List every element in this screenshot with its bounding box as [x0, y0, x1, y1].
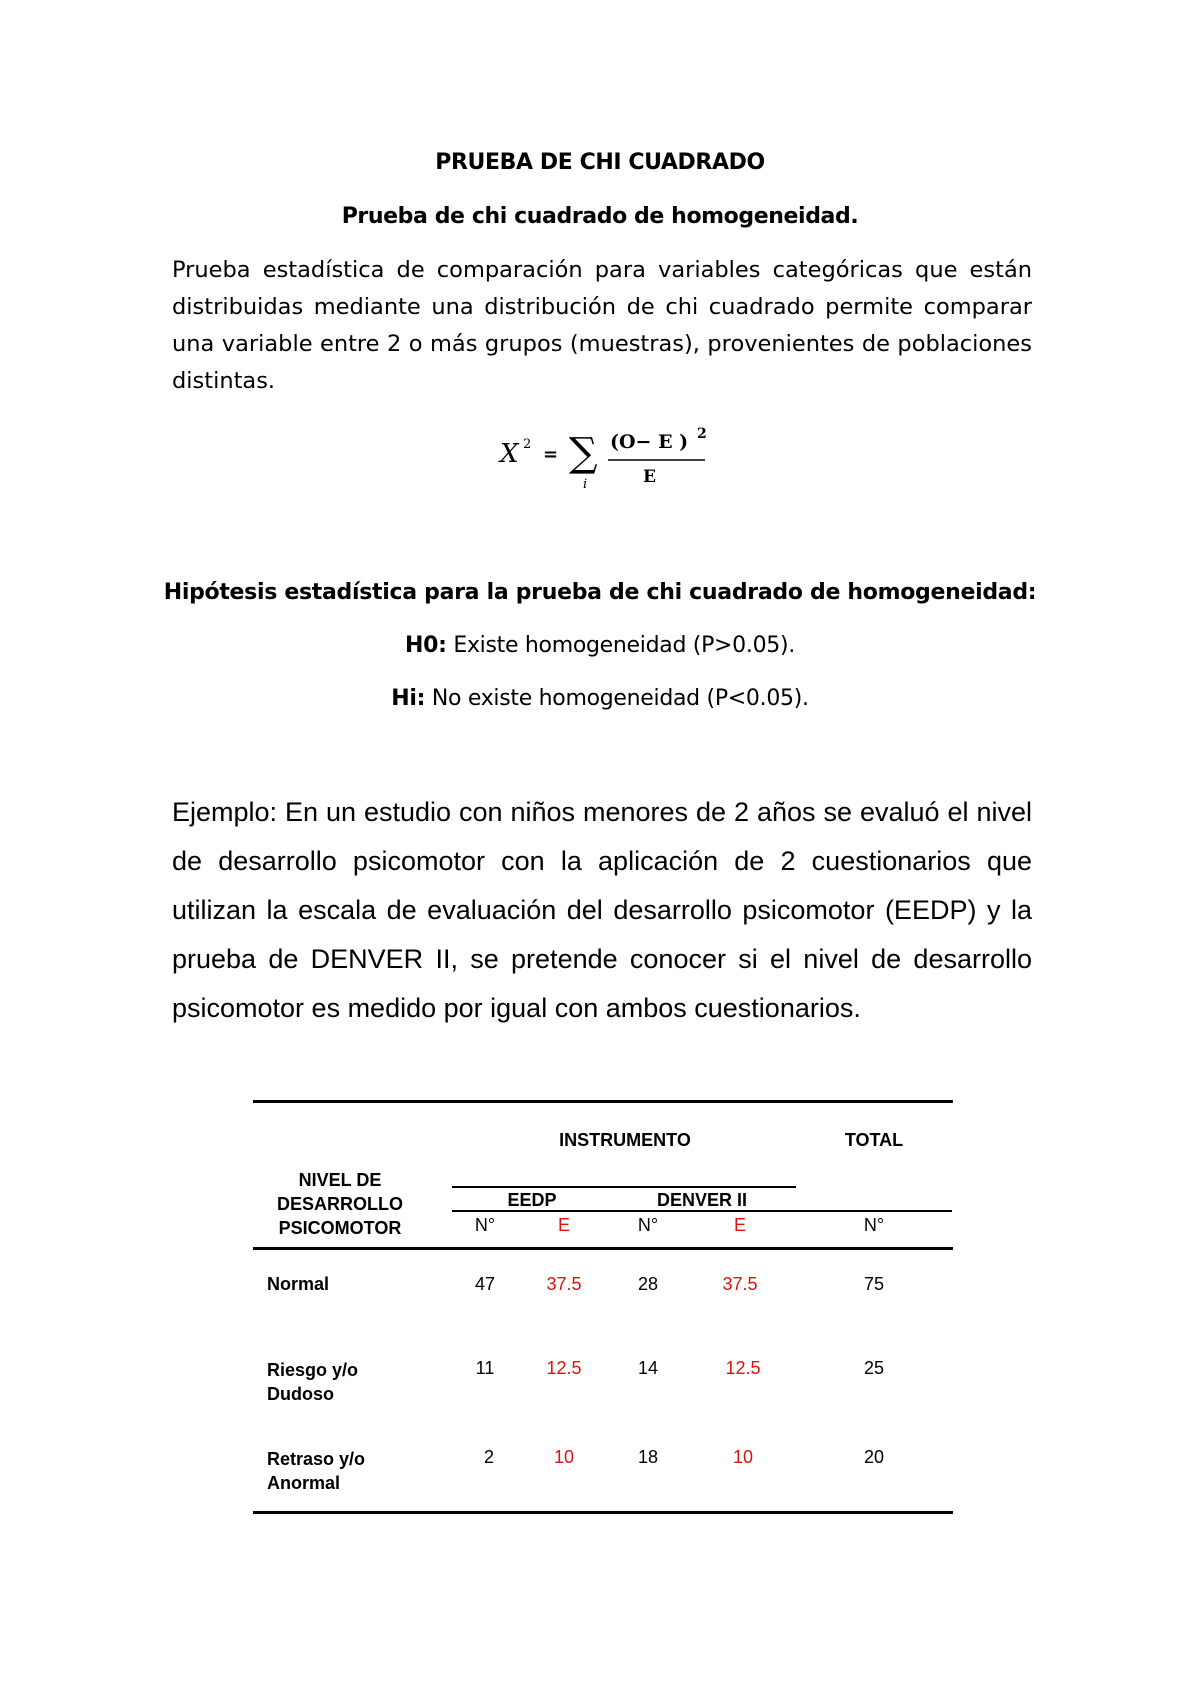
row-header-cell [277, 1168, 403, 1240]
eedp-header: EEDP [507, 1190, 557, 1210]
row-label-line: Retraso y/o [267, 1449, 366, 1469]
eedp-e-header: E [557, 1215, 571, 1235]
cell-eedp-e: 10 [553, 1447, 575, 1467]
formula-equals: = [543, 444, 559, 465]
hypothesis-title: Hipótesis estadística para la prueba de chi cuadrado de homogeneidad: [163, 580, 1037, 605]
cell-eedp-e: 37.5 [546, 1274, 582, 1294]
cell-eedp-n: 11 [475, 1358, 495, 1378]
cell-denver-e: 37.5 [722, 1274, 758, 1294]
row-header-line: PSICOMOTOR [278, 1218, 402, 1238]
page-title: PRUEBA DE CHI CUADRADO [435, 150, 765, 175]
header-bottom-rule [253, 1247, 953, 1250]
row-label [267, 1358, 358, 1406]
cell-denver-n: 28 [637, 1274, 659, 1294]
hi-text: No existe homogeneidad (P<0.05). [425, 686, 809, 711]
denver-e-header: E [733, 1215, 747, 1235]
row-label-line: Dudoso [267, 1384, 334, 1404]
h0-text: Existe homogeneidad (P>0.05). [446, 633, 795, 658]
row-label [267, 1447, 365, 1495]
formula-numerator: (O− E ) [610, 431, 689, 453]
row-header-line: DESARROLLO [277, 1194, 403, 1214]
row-label-line: Riesgo y/o [267, 1360, 359, 1380]
table-top-rule [253, 1100, 953, 1103]
formula-denominator: E [643, 467, 656, 487]
eedp-n-header: N° [474, 1215, 496, 1235]
denver-header: DENVER II [656, 1190, 748, 1210]
formula-index: i [583, 477, 588, 492]
chi-square-formula [495, 420, 725, 495]
formula-lhs: X [500, 439, 519, 469]
hypothesis-hi [0, 686, 1200, 711]
intro-paragraph: Prueba estadística de comparación para variables categóricas que están distribuidas mediante una distribución de chi cuadrado permite comparar una variable entre 2 o más grupos (muestras), provenientes de poblaciones distintas. [172, 257, 1032, 394]
total-n-header: N° [863, 1215, 885, 1235]
row-header-line: NIVEL DE [298, 1170, 382, 1190]
instrumento-header: INSTRUMENTO [559, 1130, 691, 1150]
instrument-underline [452, 1186, 796, 1188]
row-label: Normal [267, 1274, 330, 1294]
formula-numerator-exponent: 2 [697, 426, 707, 442]
cell-denver-e: 10 [732, 1447, 754, 1467]
hypothesis-h0 [0, 633, 1200, 658]
cell-denver-n: 14 [637, 1358, 659, 1378]
table-bottom-rule [253, 1511, 953, 1514]
cell-eedp-n: 2 [483, 1447, 495, 1467]
cell-denver-e: 12.5 [725, 1358, 761, 1378]
total-header: TOTAL [844, 1130, 904, 1150]
cell-total: 25 [863, 1358, 885, 1378]
denver-n-header: N° [637, 1215, 659, 1235]
hi-label: Hi: [391, 686, 426, 711]
section-subtitle: Prueba de chi cuadrado de homogeneidad. [341, 204, 859, 229]
h0-label: H0: [405, 633, 447, 658]
cell-total: 75 [863, 1274, 885, 1294]
row-label-line: Anormal [267, 1473, 341, 1493]
cell-eedp-n: 47 [474, 1274, 496, 1294]
example-paragraph: Ejemplo: En un estudio con niños menores de 2 años se evaluó el nivel de desarrollo psicomotor con la aplicación de 2 cuestionarios que utilizan la escala de evaluación del desarrollo psicomotor (EEDP) y la prueba de DENVER II, se pretende conocer si el nivel de desarrollo psicomotor es medido por igual con ambos cuestionarios. [172, 797, 1032, 1023]
cell-total: 20 [863, 1447, 885, 1467]
formula-lhs-exponent: 2 [523, 437, 532, 452]
cell-denver-n: 18 [637, 1447, 659, 1467]
cell-eedp-e: 12.5 [546, 1358, 582, 1378]
formula-sigma: ∑ [569, 430, 598, 476]
